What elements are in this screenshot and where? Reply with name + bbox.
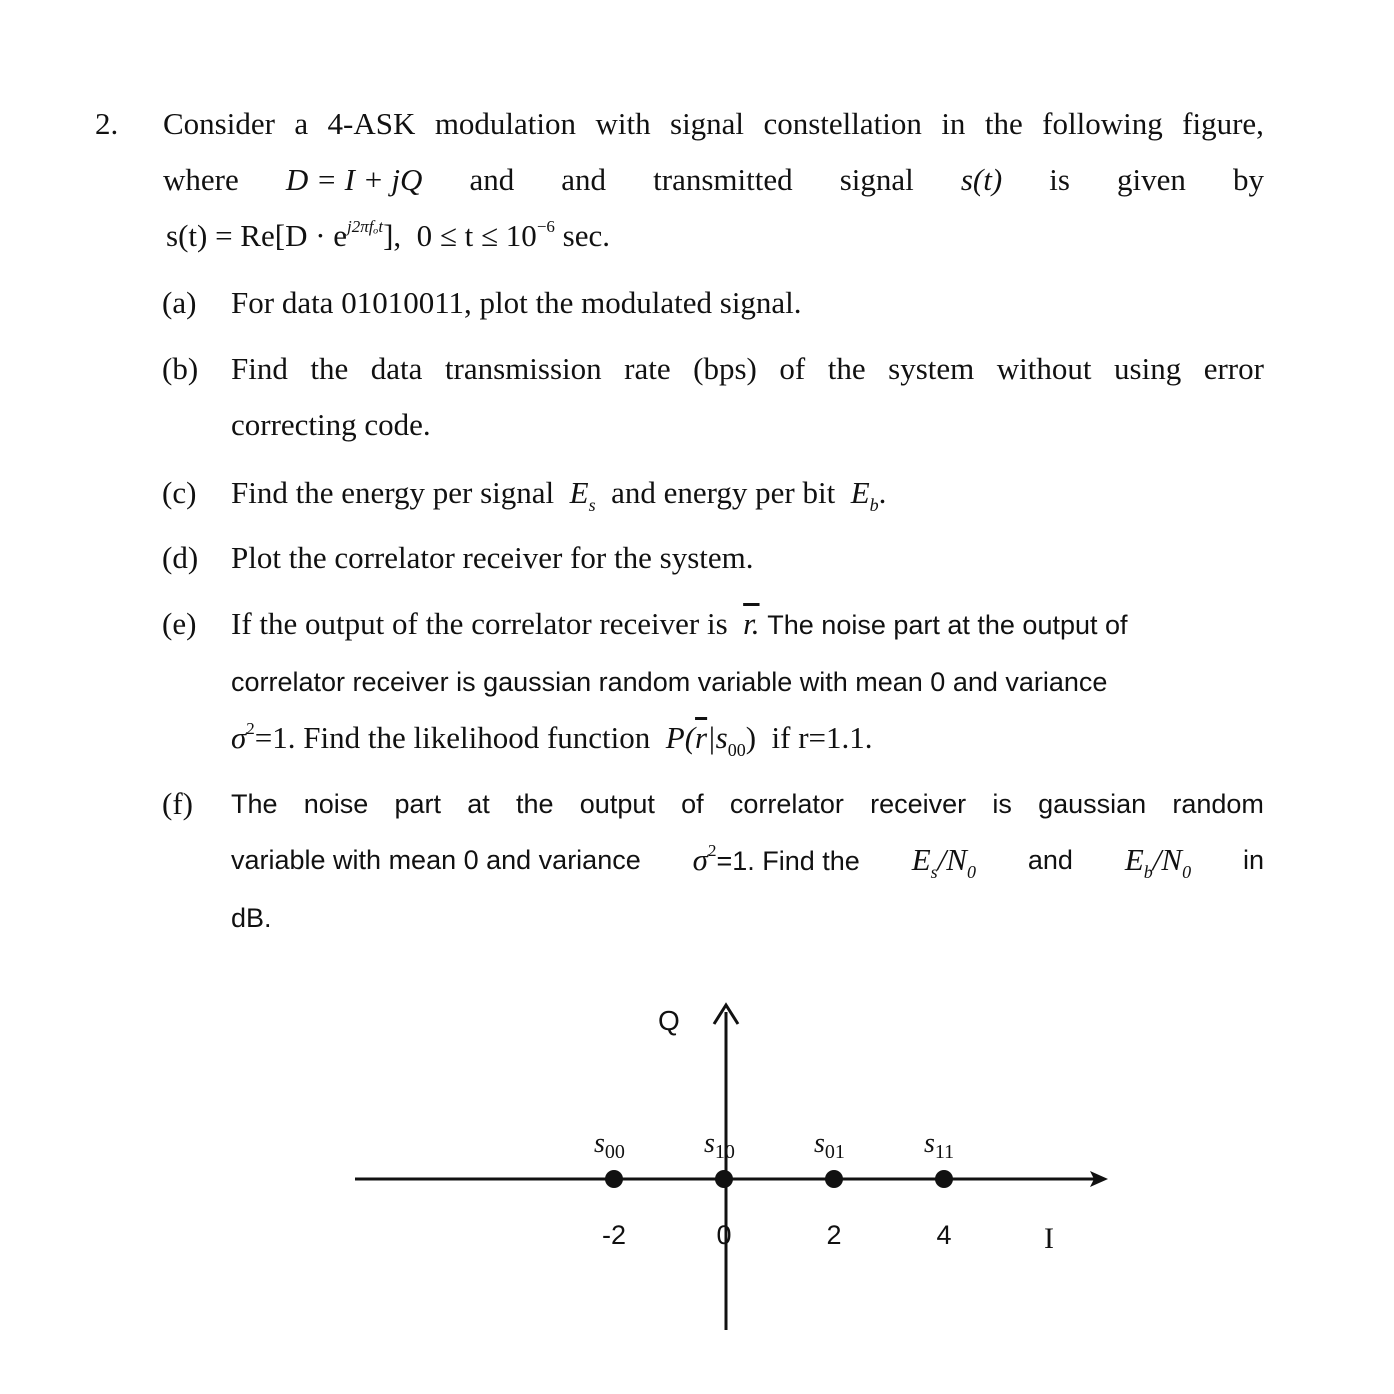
part-f-word: noise — [303, 789, 369, 819]
es-symbol: E — [911, 842, 931, 877]
part-c-period: . — [878, 475, 887, 510]
stem-word: figure, — [1182, 106, 1264, 141]
point-label: $s_{00}$ — [594, 1128, 625, 1163]
part-e-label: (e) — [162, 606, 197, 641]
energy-symbol: E — [569, 475, 589, 510]
part-b-word: rate — [624, 351, 671, 386]
part-e-text-sans: The noise part at the output of — [767, 610, 1128, 640]
part-b-label: (b) — [162, 351, 199, 386]
likelihood-close: ) — [745, 720, 757, 755]
stem-word: signal — [839, 162, 914, 197]
part-f-text-2b: =1. Find the — [716, 846, 860, 876]
time-unit: sec. — [562, 218, 610, 253]
es-subscript: s — [930, 862, 938, 882]
sigma-symbol: σ — [692, 842, 708, 877]
point-label: $s_{01}$ — [814, 1128, 845, 1163]
constellation-point — [715, 1170, 733, 1188]
part-b-word: error — [1203, 351, 1264, 386]
equation-close: ], — [383, 218, 402, 253]
stem-word: by — [1232, 162, 1264, 197]
part-e-text-3b: if r=1.1. — [771, 720, 873, 755]
stem-word: modulation — [434, 106, 577, 141]
stem-word: signal — [670, 106, 745, 141]
part-b-word: (bps) — [693, 351, 757, 386]
part-e-text-3a: =1. Find the likelihood function — [254, 720, 651, 755]
part-f-word: receiver — [870, 789, 967, 819]
part-b-word: transmission — [444, 351, 602, 386]
stem-word: where — [163, 162, 239, 197]
stem-word: and — [561, 162, 607, 197]
part-b-word: of — [779, 351, 806, 386]
part-f-word: output — [579, 789, 655, 819]
part-f-label: (f) — [162, 786, 193, 821]
time-range-exponent: −6 — [536, 217, 555, 236]
part-f-word: random — [1172, 789, 1264, 819]
n0-subscript: 0 — [966, 862, 976, 882]
output-r-symbol: r. — [743, 606, 760, 641]
eb-subscript: b — [1143, 862, 1153, 882]
constellation-point — [825, 1170, 843, 1188]
time-range: 0 ≤ t ≤ 10 — [416, 218, 537, 253]
stem-word: following — [1042, 106, 1163, 141]
n0-subscript: 0 — [1182, 862, 1192, 882]
point-label-subscript: 00 — [604, 1141, 625, 1163]
n0-symbol: /N — [937, 842, 967, 877]
point-label-subscript: 01 — [824, 1141, 845, 1163]
and-word: and — [1027, 845, 1073, 875]
part-b-word: data — [370, 351, 423, 386]
point-label-subscript: 10 — [714, 1141, 735, 1163]
constellation-point — [935, 1170, 953, 1188]
equation-lhs: s(t) = Re[D · e — [166, 218, 348, 253]
part-f-word: correlator — [729, 789, 844, 819]
stem-word: transmitted — [653, 162, 793, 197]
stem-word: 4-ASK — [327, 106, 416, 141]
stem-word: and — [469, 162, 515, 197]
i-axis-label: I — [1044, 1222, 1054, 1255]
part-b-word: the — [827, 351, 866, 386]
sigma-symbol: σ — [231, 720, 247, 755]
stem-word: Consider — [163, 106, 275, 141]
part-b-word: the — [310, 351, 349, 386]
q-axis-label: Q — [658, 1005, 680, 1036]
part-c-label: (c) — [162, 475, 197, 510]
energy-subscript: s — [588, 495, 596, 515]
likelihood-p: P( — [665, 720, 696, 755]
likelihood-r: $\overline{r}$ — [695, 720, 708, 755]
in-word: in — [1242, 845, 1264, 875]
part-e-text-serif: If the output of the correlator receiver is — [231, 606, 728, 641]
part-a-text: For data 01010011, plot the modulated signal. — [231, 285, 802, 320]
stem-word: with — [595, 106, 651, 141]
part-f-word: part — [394, 789, 442, 819]
stem-word: in — [941, 106, 966, 141]
part-f-text-2a: variable with mean 0 and variance — [231, 845, 641, 875]
part-e-line-2: correlator receiver is gaussian random variable with mean 0 and variance — [231, 667, 1108, 697]
energy-bit-subscript: b — [869, 495, 879, 515]
stem-word: the — [984, 106, 1023, 141]
likelihood-s: |s — [707, 720, 728, 755]
tick-label: 0 — [716, 1220, 732, 1250]
sigma-superscript: 2 — [707, 841, 717, 860]
part-b-word: without — [996, 351, 1092, 386]
signal-symbol: s(t) — [960, 162, 1003, 197]
part-c-text-1: Find the energy per signal — [231, 475, 555, 510]
part-a-label: (a) — [162, 285, 197, 320]
question-number: 2. — [95, 106, 119, 141]
stem-word: constellation — [763, 106, 922, 141]
stem-word: a — [294, 106, 309, 141]
stem-word: given — [1117, 162, 1186, 197]
stem-word: is — [1049, 162, 1070, 197]
tick-label: -2 — [601, 1220, 627, 1250]
likelihood-subscript: 00 — [727, 740, 746, 760]
d-definition: D = I + jQ — [285, 162, 423, 197]
eb-symbol: E — [1124, 842, 1144, 877]
tick-label: 2 — [826, 1220, 842, 1250]
part-d-label: (d) — [162, 540, 199, 575]
part-b-line-2: correcting code. — [231, 407, 431, 442]
tick-label: 4 — [936, 1220, 952, 1250]
part-d-text: Plot the correlator receiver for the system. — [231, 540, 754, 575]
part-f-line-3: dB. — [231, 903, 272, 933]
part-f-word: the — [516, 789, 554, 819]
n0-symbol: /N — [1152, 842, 1183, 877]
point-label: $s_{11}$ — [924, 1128, 955, 1163]
part-f-word: of — [681, 789, 704, 819]
constellation-point — [605, 1170, 623, 1188]
part-f-word: The — [231, 789, 278, 819]
part-f-word: gaussian — [1038, 789, 1147, 819]
part-c-text-2: and energy per bit — [611, 475, 836, 510]
sigma-superscript: 2 — [246, 719, 255, 738]
part-b-word: system — [888, 351, 975, 386]
energy-bit-symbol: E — [850, 475, 870, 510]
point-label-subscript: 11 — [934, 1141, 955, 1163]
part-f-word: at — [467, 789, 490, 819]
part-b-word: using — [1114, 351, 1182, 386]
equation-exponent: j2πfₒt — [347, 217, 384, 236]
part-f-word: is — [992, 789, 1012, 819]
point-label: $s_{10}$ — [704, 1128, 735, 1163]
part-b-word: Find — [231, 351, 288, 386]
